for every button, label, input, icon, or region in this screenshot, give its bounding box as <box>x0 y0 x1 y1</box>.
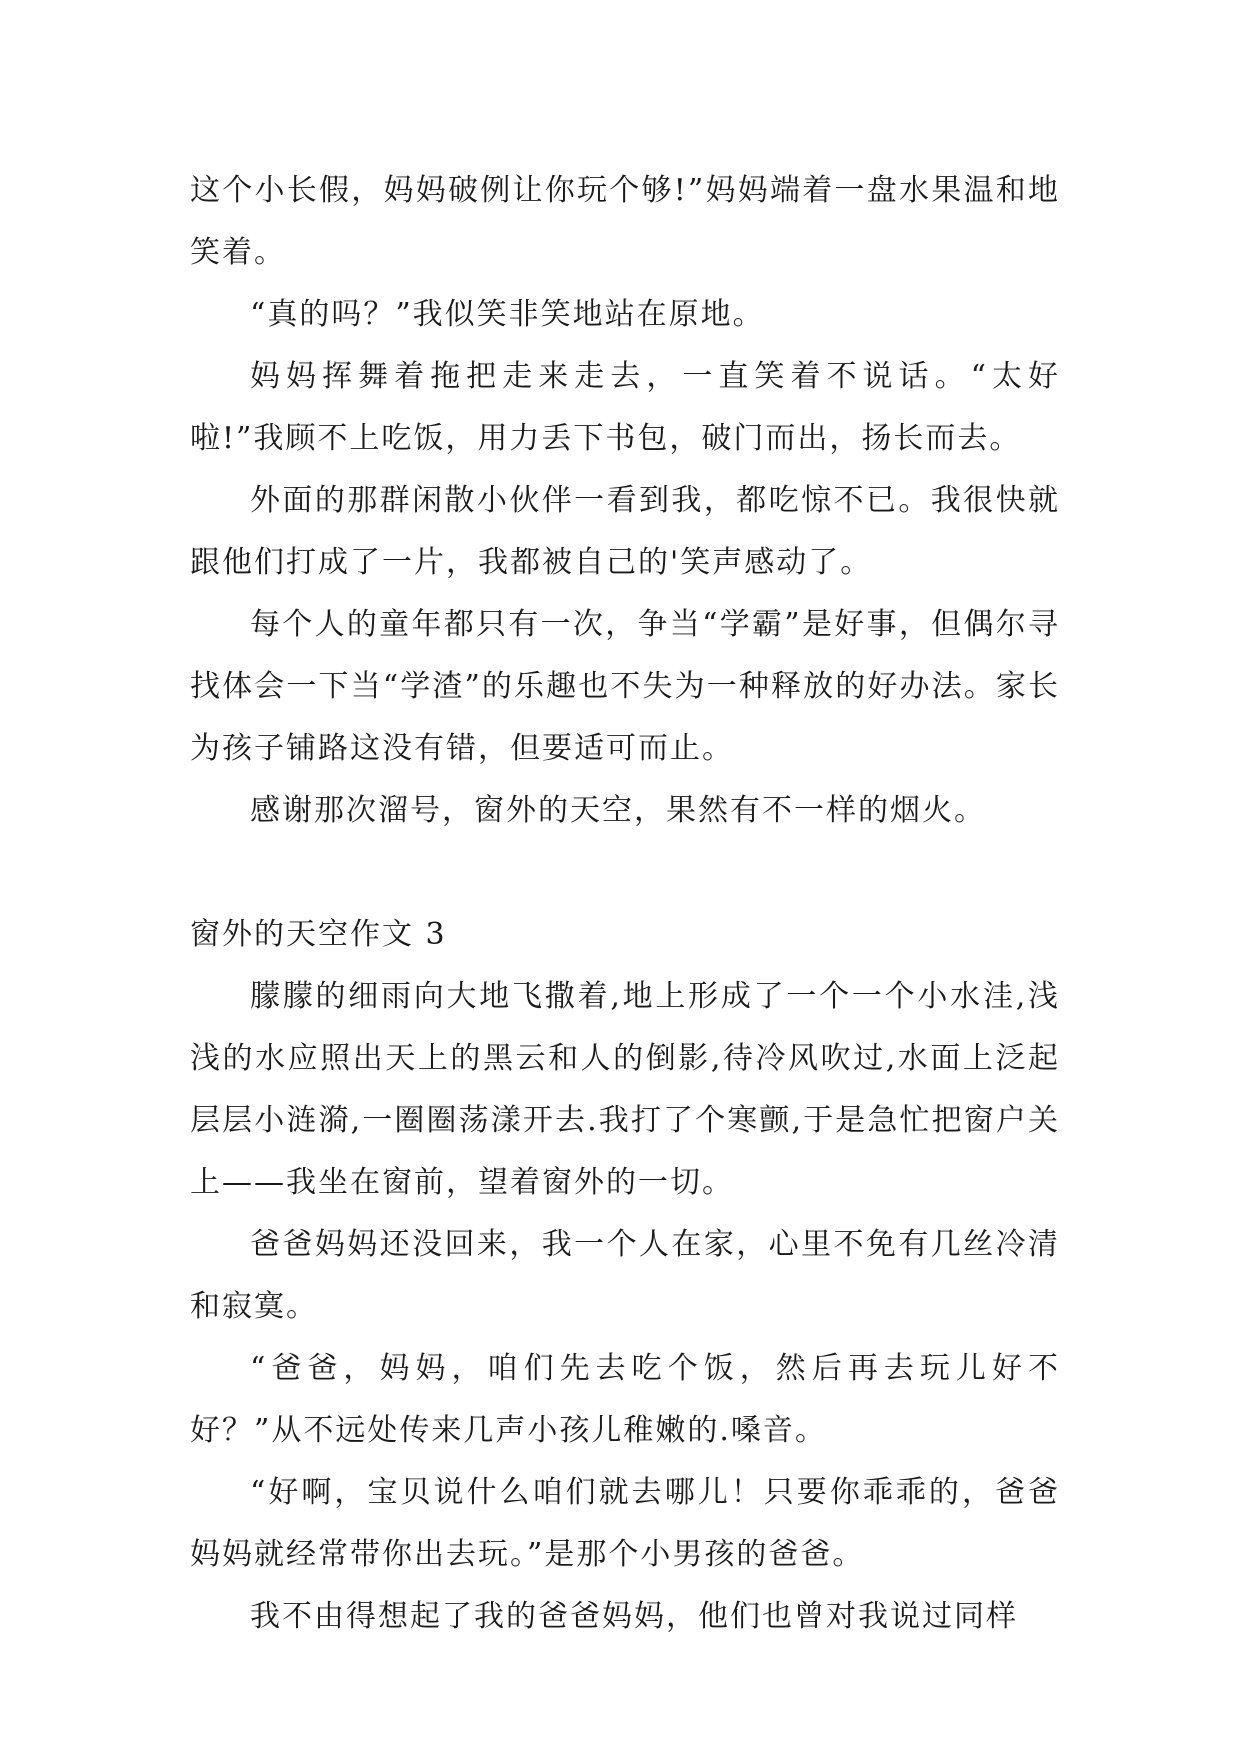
paragraph: “好啊，宝贝说什么咱们就去哪儿！只要你乖乖的，爸爸妈妈就经常带你出去玩。”是那个小男孩的爸爸。 <box>190 1475 1060 1572</box>
paragraph: “真的吗？”我似笑非笑地站在原地。 <box>250 297 765 332</box>
paragraph: 朦朦的细雨向大地飞撒着,地上形成了一个一个小水洼,浅浅的水应照出天上的黑云和人的倒影,待冷风吹过,水面上泛起层层小涟漪,一圈圈荡漾开去.我打了个寒颤,于是急忙把窗户关上——我坐在窗前，望着窗外的一切。 <box>190 979 1060 1200</box>
section-spacer <box>190 842 1060 904</box>
paragraph: “爸爸，妈妈，咱们先去吃个饭，然后再去玩儿好不好？”从不远处传来几声小孩儿稚嫩的.嗓音。 <box>190 1351 1060 1448</box>
document-body <box>190 160 1060 1648</box>
paragraph: 每个人的童年都只有一次，争当“学霸”是好事，但偶尔寻找体会一下当“学渣”的乐趣也不失为一种释放的好办法。家长为孩子铺路这没有错，但要适可而止。 <box>190 607 1060 766</box>
paragraph: 爸爸妈妈还没回来，我一个人在家，心里不免有几丝冷清和寂寞。 <box>190 1227 1060 1324</box>
paragraph: 感谢那次溜号，窗外的天空，果然有不一样的烟火。 <box>250 793 986 828</box>
paragraph: 妈妈挥舞着拖把走来走去，一直笑着不说话。“太好啦!”我顾不上吃饭，用力丢下书包，破门而出，扬长而去。 <box>190 359 1060 456</box>
paragraph: 我不由得想起了我的爸爸妈妈，他们也曾对我说过同样 <box>250 1599 1018 1634</box>
paragraph: 外面的那群闲散小伙伴一看到我，都吃惊不已。我很快就跟他们打成了一片，我都被自己的'笑声感动了。 <box>190 483 1060 580</box>
section-title: 窗外的天空作文 3 <box>190 917 447 952</box>
paragraph-continuation: 这个小长假，妈妈破例让你玩个够!”妈妈端着一盘水果温和地笑着。 <box>190 173 1060 270</box>
